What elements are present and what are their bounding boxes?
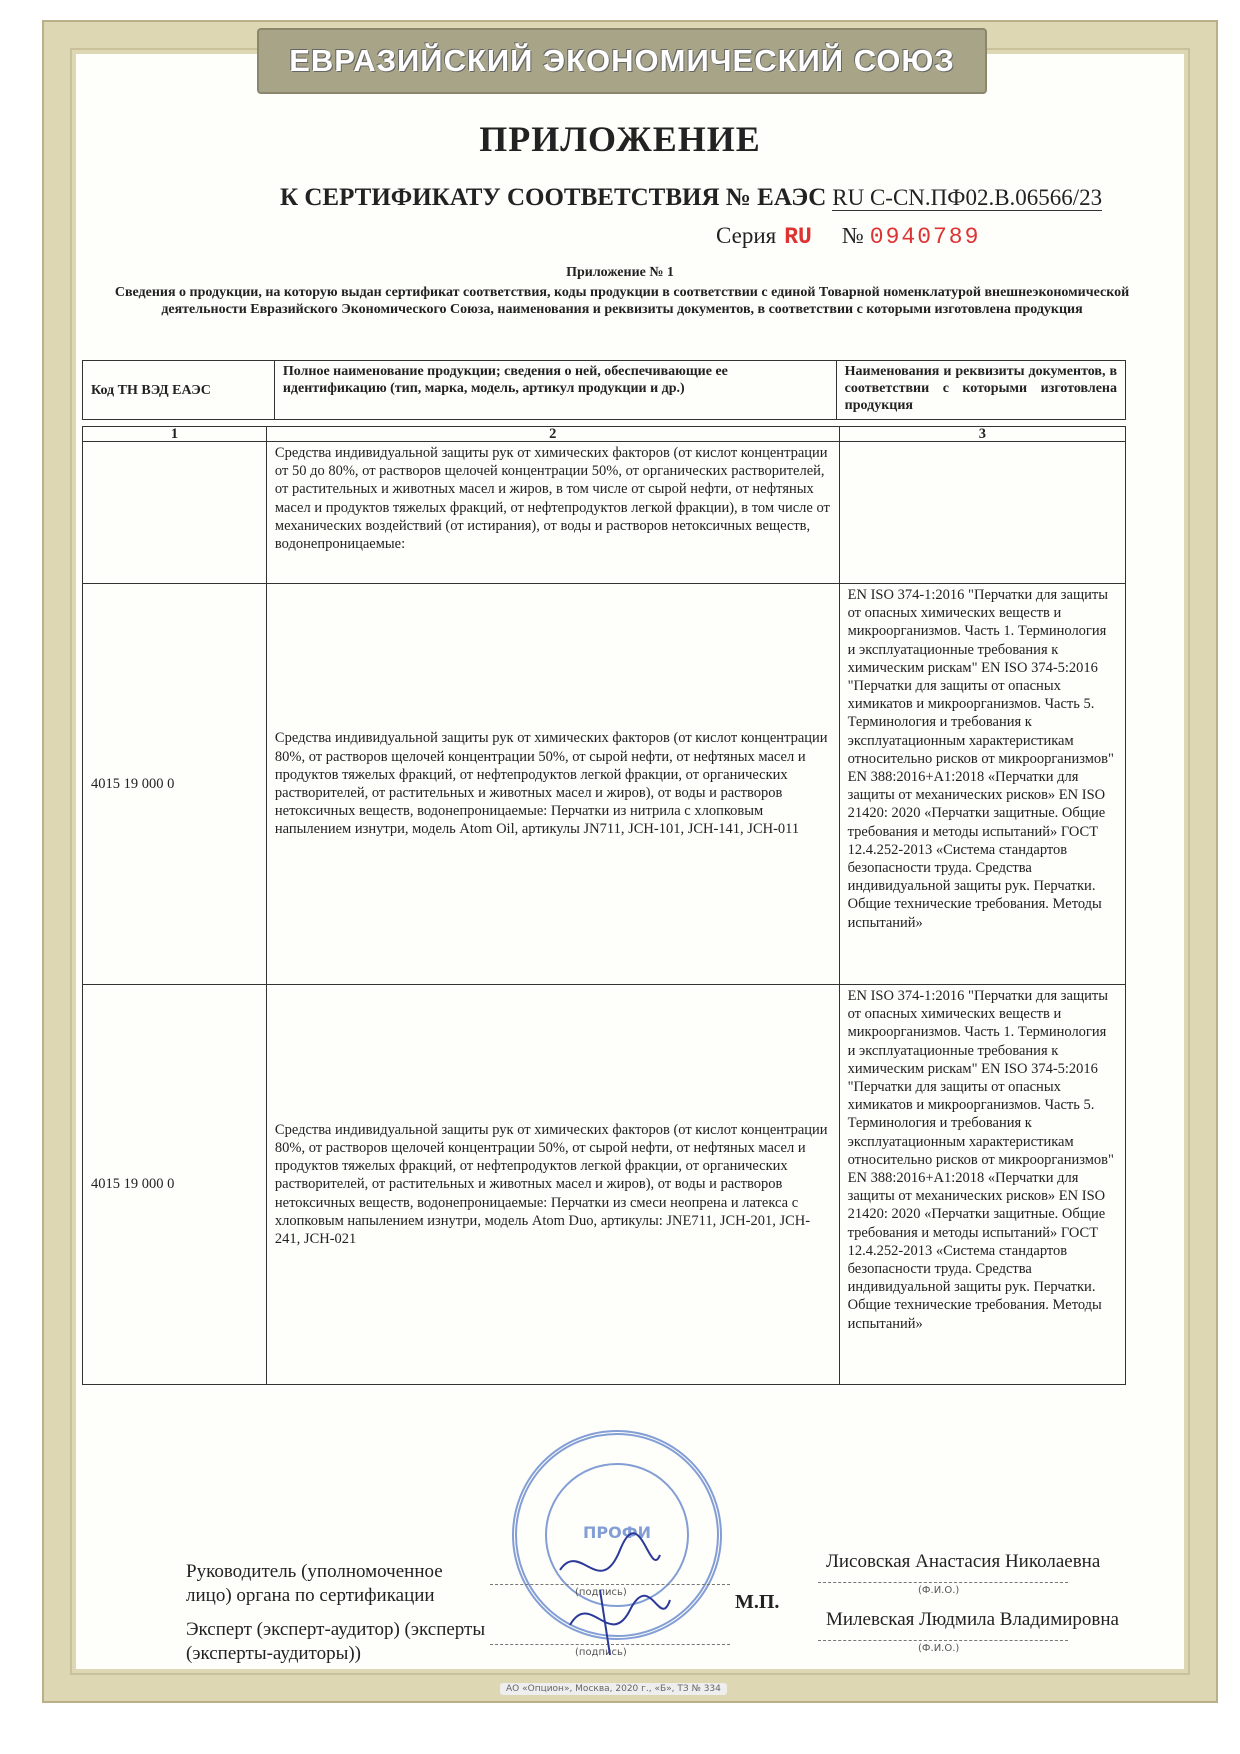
- row-name: Средства индивидуальной защиты рук от химических факторов (от кислот концентрации 80%, от растворов щелочей концентрации 50%, от сырой нефти, от нефтяных масел и продуктов тяжелых фракций, от нефтепродуктов легкой фракции, от органических растворителей, от растительных и животных масел и жиров), от воды и растворов нетоксичных веществ, водонепроницаемые: Перчатки из смеси неопрена и латекса с хлопковым напылением изнутри, модель Atom Duo, артикулы: JNE711, JCH-201, JCH-241, JCH-021: [266, 985, 839, 1385]
- row-code: [83, 442, 267, 584]
- row-code: 4015 19 000 0: [83, 584, 267, 985]
- table-row: [83, 584, 1126, 985]
- blank-number: 0940789: [869, 224, 981, 250]
- header-table: [82, 360, 1126, 420]
- row-name: Средства индивидуальной защиты рук от химических факторов (от кислот концентрации 80%, от растворов щелочей концентрации 50%, от сырой нефти, от нефтяных масел и продуктов тяжелых фракций, от нефтепродуктов легкой фракции, от органических растворителей, от растительных и животных масел и жиров), от воды и растворов нетоксичных веществ, водонепроницаемые: Перчатки из нитрила с хлопковым напылением изнутри, модель Atom Oil, артикулы JN711, JCH-101, JCH-141, JCH-011: [266, 584, 839, 985]
- column-number: 1: [83, 427, 267, 442]
- row-docs: [839, 442, 1125, 584]
- products-table: [82, 426, 1126, 1385]
- series-value: RU: [784, 224, 812, 250]
- column-numbers-row: [83, 427, 1126, 442]
- header-name: Полное наименование продукции; сведения о ней, обеспечивающие ее идентификацию (тип, марка, модель, артикул продукции и др.): [274, 361, 836, 420]
- row-code: 4015 19 000 0: [83, 985, 267, 1385]
- table-row: [83, 985, 1126, 1385]
- certificate-reference: [280, 183, 1102, 213]
- tables-container: [82, 360, 1126, 1385]
- expert-label: Эксперт (эксперт-аудитор) (эксперты (эксперты-аудиторы)): [186, 1619, 486, 1664]
- header-docs: Наименования и реквизиты документов, в соответствии с которыми изготовлена продукция: [836, 361, 1125, 420]
- expert-name: Милевская Людмила Владимировна: [826, 1609, 1119, 1630]
- series-label: Серия: [716, 223, 777, 248]
- seal-place-label: М.П.: [735, 1591, 780, 1613]
- annex-intro: Сведения о продукции, на которую выдан сертификат соответствия, коды продукции в соответствии с единой Товарной номенклатурой внешнеэкономической деятельности Евразийского Экономического Союза, наименования и реквизиты документов, в соответствии с которыми изготовлена продукция: [114, 285, 1130, 317]
- name-line: [818, 1640, 1068, 1641]
- row-docs: EN ISO 374-1:2016 "Перчатки для защиты от опасных химических веществ и микроорганизмов. Часть 1. Терминология и эксплуатационные требования к химическим рискам" EN ISO 374-5:2016 "Перчатки для защиты от опасных химикатов и микроорганизмов. Часть 5. Терминология и требования к эксплуатационным характеристикам относительно рисков от микроорганизмов" EN 388:2016+A1:2018 «Перчатки для защиты от механических рисков» EN ISO 21420: 2020 «Перчатки защитные. Общие требования и методы испытаний» ГОСТ 12.4.252-2013 «Система стандартов безопасности труда. Средства индивидуальной защиты рук. Перчатки. Общие технические требования. Методы испытаний»: [839, 584, 1125, 985]
- name-caption: (Ф.И.О.): [918, 1585, 960, 1596]
- head-label: Руководитель (уполномоченное лицо) органа по сертификации: [186, 1561, 443, 1606]
- union-banner: ЕВРАЗИЙСКИЙ ЭКОНОМИЧЕСКИЙ СОЮЗ: [257, 28, 987, 94]
- printer-imprint: АО «Опцион», Москва, 2020 г., «Б», ТЗ № 334: [500, 1683, 727, 1695]
- name-line: [818, 1582, 1068, 1583]
- page-title: ПРИЛОЖЕНИЕ: [479, 119, 761, 159]
- annex-title: Приложение № 1: [566, 265, 674, 280]
- seal-text: ПРОФИ: [583, 1523, 651, 1542]
- table-row: [83, 442, 1126, 584]
- signature-caption: (подпись): [575, 1647, 627, 1658]
- column-number: 3: [839, 427, 1125, 442]
- column-number: 2: [266, 427, 839, 442]
- row-docs: EN ISO 374-1:2016 "Перчатки для защиты от опасных химических веществ и микроорганизмов. Часть 1. Терминология и эксплуатационные требования к химическим рискам" EN ISO 374-5:2016 "Перчатки для защиты от опасных химикатов и микроорганизмов. Часть 5. Терминология и требования к эксплуатационным характеристикам относительно рисков от микроорганизмов" EN 388:2016+A1:2018 «Перчатки для защиты от механических рисков» EN ISO 21420: 2020 «Перчатки защитные. Общие требования и методы испытаний» ГОСТ 12.4.252-2013 «Система стандартов безопасности труда. Средства индивидуальной защиты рук. Перчатки. Общие технические требования. Методы испытаний»: [839, 985, 1125, 1385]
- name-caption: (Ф.И.О.): [918, 1643, 960, 1654]
- handwritten-signatures: [540, 1530, 680, 1660]
- head-name: Лисовская Анастасия Николаевна: [826, 1551, 1101, 1572]
- row-name: Средства индивидуальной защиты рук от химических факторов (от кислот концентрации от 50 до 80%, от растворов щелочей концентрации 50%, от органических растворителей, от растительных и животных масел и жиров, в том числе от сырой нефти, от нефтяных масел и продуктов тяжелых фракций, от нефтепродуктов легкой фракции), в том числе от механических воздействий (от истирания), от воды и растворов нетоксичных веществ, водонепроницаемые:: [266, 442, 839, 584]
- no-label: №: [841, 223, 864, 248]
- cert-label: К СЕРТИФИКАТУ СООТВЕТСТВИЯ № ЕАЭС: [280, 184, 827, 211]
- header-code: Код ТН ВЭД ЕАЭС: [83, 361, 275, 420]
- signature-caption: (подпись): [575, 1587, 627, 1598]
- series-line: [716, 222, 980, 251]
- cert-number: RU C-CN.ПФ02.В.06566/23: [832, 185, 1103, 210]
